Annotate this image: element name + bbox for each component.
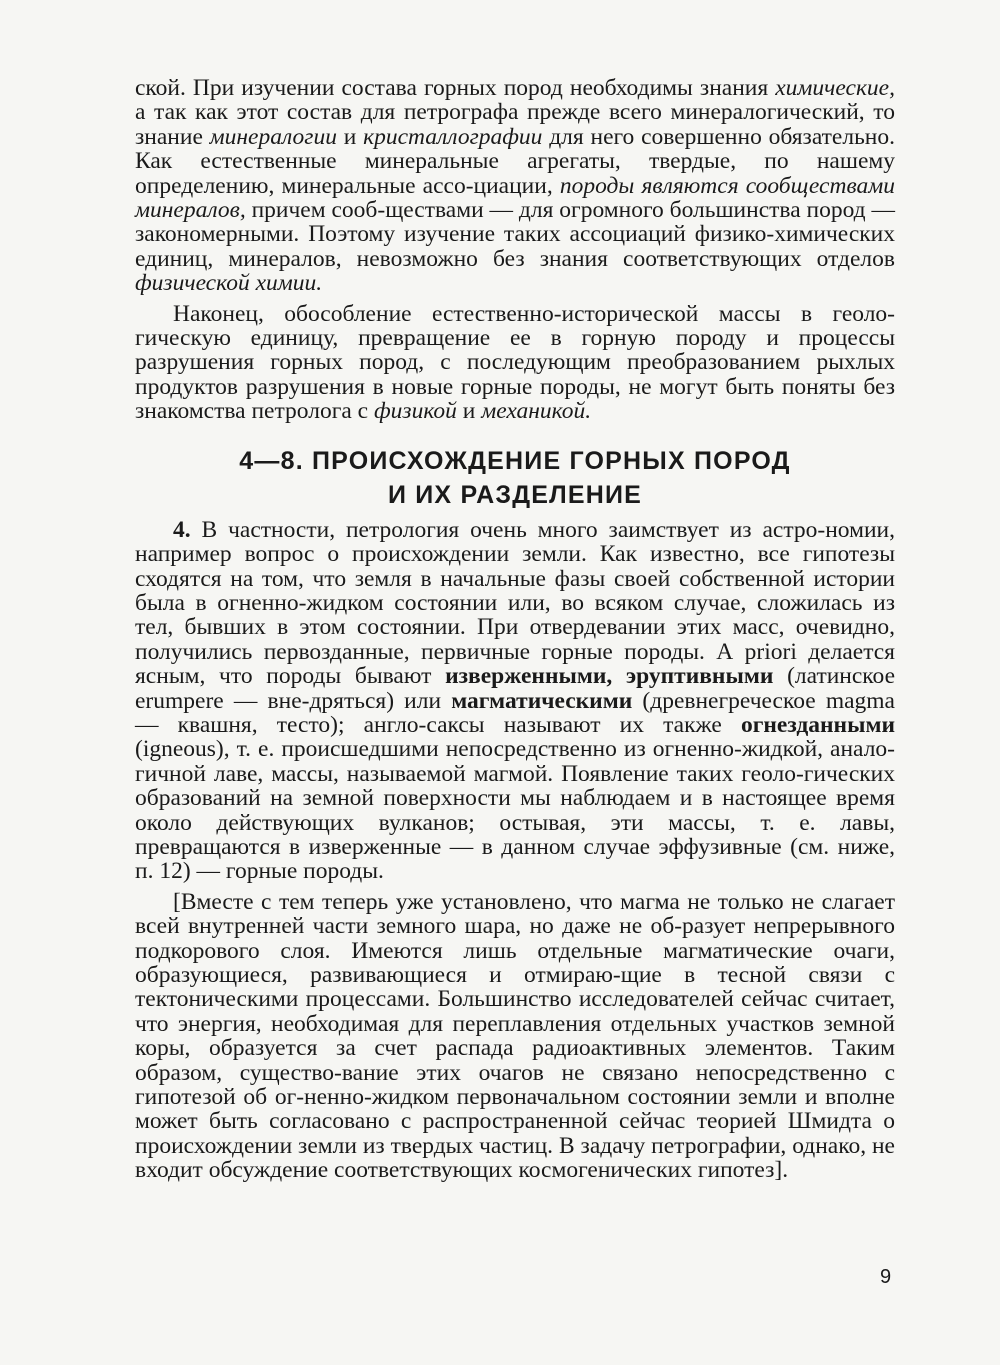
italic-term: минералогии — [209, 123, 337, 150]
section-heading-line-2: И ИХ РАЗДЕЛЕНИЕ — [387, 480, 643, 509]
paragraph-number: 4. — [173, 516, 191, 543]
text-run: (древнегреческое magma — квашня, тесто); англо-саксы называют их также — [135, 687, 895, 738]
text-run: Наконец, обособление естественно-исторической массы в геоло-гическую единицу, превращение ее в горную породу и процессы разрушения горных пород, с последующим преобразованием рыхлых продуктов разрушения в новые горные породы, не могут быть поняты без знакомства петролога с — [135, 300, 895, 425]
text-run: причем сооб-ществами — для огромного большинства пород — закономерными. Поэтому изучение таких ассоциаций физико-химических единиц, минералов, невозможно без знания соответствующих отделов — [135, 197, 895, 272]
text-run: а так как этот состав для петрографа прежде всего минералогический, то знание — [135, 99, 895, 150]
intro-paragraph — [135, 76, 895, 296]
text-run: В частности, петрология очень много заимствует из астро-номии, например вопрос о происхождении земли. Как известно, все гипотезы сходятся на том, что земля в начальные фазы своей собственной истории была в огненно-жидком состоянии или, во всяком случае, сложилась из тел, бывших в этом состоянии. При отвердевании этих масс, очевидно, получились первозданные, первичные горные породы. А priori делается ясным, что породы бывают — [135, 516, 895, 690]
text-run: (igneous), т. е. происшедшими непосредственно из огненно-жидкой, анало-гичной лаве, массы, называемой магмой. Появление таких геоло-гических образований на земной поверхности мы наблюдаем и в настоящее время около действующих вулканов; остывая, эти массы, т. е. лавы, превращаются в изверженные — в данном случае эффузивные (см. ниже, п. 12) — горные породы. — [135, 736, 895, 885]
bold-term: изверженными, эруптивными — [445, 663, 774, 690]
text-column — [135, 76, 895, 1183]
text-run: для него совершенно обязательно. Как естественные минеральные агрегаты, твердые, по нашему определению, минеральные ассо-циации, — [135, 123, 896, 199]
section-heading-line-1: 4—8. ПРОИСХОЖДЕНИЕ ГОРНЫХ ПОРОД — [239, 446, 791, 475]
italic-term: механикой. — [481, 398, 592, 425]
section-4-paragraph — [135, 518, 895, 884]
bold-term: магматическими — [451, 687, 633, 714]
text-run: и — [456, 398, 482, 425]
finally-paragraph — [135, 302, 895, 424]
italic-term: физикой — [373, 398, 457, 425]
text-run: и — [336, 123, 364, 150]
text-run: ской. При изучении состава горных пород необходимы знания — [135, 75, 776, 101]
bracket-paragraph: [Вместе с тем теперь уже установлено, что магма не только не слагает всей внутренней части земного шара, но даже не об-разует непрерывного подкорового слоя. Имеются лишь отдельные магматические очаги, образующиеся, развивающиеся и отмираю-щие в тесной связи с тектоническими процессами. Большинство исследователей сейчас считает, что энергия, необходимая для переплавления отдельных участков земной коры, образуется за счет распада радиоактивных элементов. Таким образом, существо-вание этих очагов не связано непосредственно с гипотезой об ог-ненно-жидком первоначальном состоянии земли и вполне может быть согласовано с распространенной сейчас теорией Шмидта о происхождении земли из твердых частиц. В задачу петрографии, однако, не входит обсуждение соответствующих космогенических гипотез]. — [135, 888, 895, 1184]
page-number: 9 — [880, 1266, 892, 1288]
italic-term: кристаллографии — [363, 123, 543, 150]
italic-term: физической химии. — [135, 270, 323, 297]
bold-term: огнезданными — [740, 711, 895, 738]
section-heading — [135, 444, 895, 512]
italic-term: химические, — [775, 75, 895, 101]
text-run: (латинское erumpere — вне-дряться) или — [135, 663, 895, 714]
italic-term: породы являются сообществами минералов, — [135, 172, 895, 224]
